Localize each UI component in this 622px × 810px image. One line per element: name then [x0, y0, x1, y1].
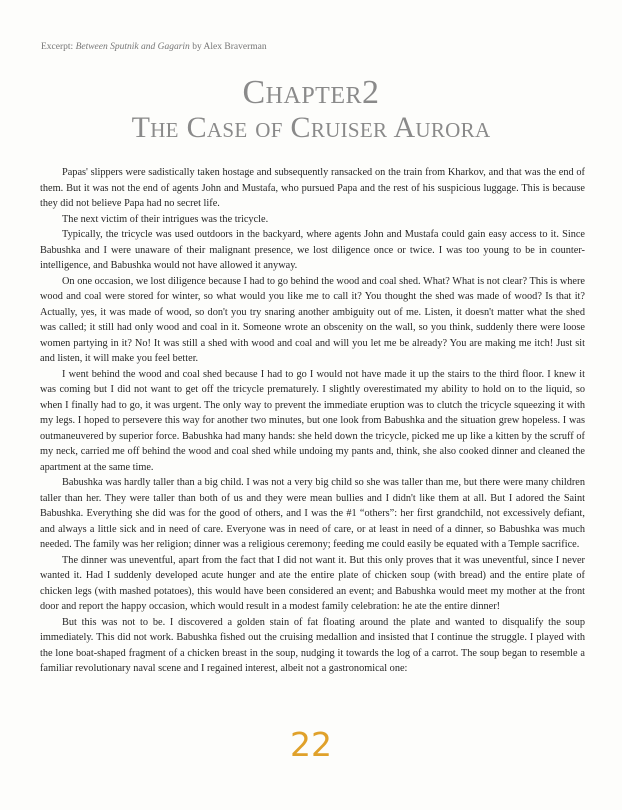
running-header: [41, 42, 267, 52]
paragraph: On one occasion, we lost diligence because I had to go behind the wood and coal shed. What? What is not clear? This is where wood and coal were stored for winter, so what would you like me to call it? You thought the shed was made of wood? Is that it? Actually, yes, it was made of wood, so don't you try snaring another ambiguity out of me. Listen, it doesn't matter what the shed was called; it still had only wood and coal in it. Someone wrote an obscenity on the wall, so you think, suddenly there were loose women partying in it? No! It was still a shed with wood and coal and will you let me be already? You are making me itch! Just sit and listen, it will make you feel better.: [40, 275, 585, 364]
excerpt-prefix: Excerpt:: [41, 42, 74, 52]
paragraph: Papas' slippers were sadistically taken hostage and subsequently ransacked on the train from Kharkov, and that was the end of them. But it was not the end of agents John and Mustafa, who pursued Papa and the rest of his suspicious luggage. This is because they did not believe Papa had no secret life.: [40, 167, 585, 209]
paragraph: I went behind the wood and coal shed because I had to go I would not have made it up the stairs to the third floor. I knew it was coming but I did not want to get off the tricycle prematurely. I slightly overestimated my ability to hold on to the liquid, so when I finally had to go, it was urgent. The only way to prevent the immediate eruption was to clutch the tricycle squeezing it with my legs. I hoped to persevere this way for another two minutes, but one look from Babushka and the situation grew hopeless. I was outmaneuvered by superior force. Babushka had many hands: she held down the tricycle, picked me up like a kitten by the scruff of my neck, carried me off behind the wood and coal shed while undoing my pants and, think, she also cooked dinner and cleaned the apartment at the same time.: [40, 368, 585, 473]
chapter-body: [40, 165, 585, 677]
paragraph: The dinner was uneventful, apart from the fact that I did not want it. But this only proves that it was uneventful, since I never wanted it. Had I suddenly developed acute hunger and ate the entire plate of chicken soup (with bread) and the entire plate of chicken legs (with mashed potatoes), this would have been considered an event; and Babushka would meet my mother at the front door and report the happy occasion, which would result in a modest family celebration: he ate the entire dinner!: [40, 554, 585, 612]
chapter-title: Chapter2: [242, 74, 380, 111]
paragraph: But this was not to be. I discovered a golden stain of fat floating around the plate and wanted to disqualify the soup immediately. This did not work. Babushka fished out the cruising medallion and insisted that I continue the struggle. I played with the lone boat-shaped fragment of a chicken breast in the soup, nudging it towards the log of a carrot. The soup began to resemble a familiar revolutionary naval scene and I regained interest, albeit not a gastronomical one:: [40, 616, 585, 674]
paragraph: Babushka was hardly taller than a big child. I was not a very big child so she was taller than me, but there were many children taller than her. They were taller than both of us and they were mean bullies and I didn't like them at all. But I adored the Saint Babushka. Everything she did was for the good of others, and I was the #1 “others”: her first grandchild, not excessively defiant, and always a little sick and in need of care. Everyone was in need of care, or at least in need of a dinner, so Babushka was much needed. The family was her religion; dinner was a religious ceremony; feeding me could easily be equated with a Temple sacrifice.: [40, 477, 585, 550]
paragraph: The next victim of their intrigues was the tricycle.: [62, 213, 269, 225]
author-name: by Alex Braverman: [192, 42, 267, 52]
book-title: Between Sputnik and Gagarin: [75, 42, 190, 52]
page-number: 22: [290, 725, 332, 764]
paragraph: Typically, the tricycle was used outdoors in the backyard, where agents John and Mustafa could gain easy access to it. Since Babushka and I were unaware of their malignant presence, we lost diligence once or twice. I was too young to be in counter-intelligence, and Babushka would not have allowed it anyway.: [40, 229, 585, 271]
chapter-subtitle: The Case of Cruiser Aurora: [131, 111, 491, 144]
